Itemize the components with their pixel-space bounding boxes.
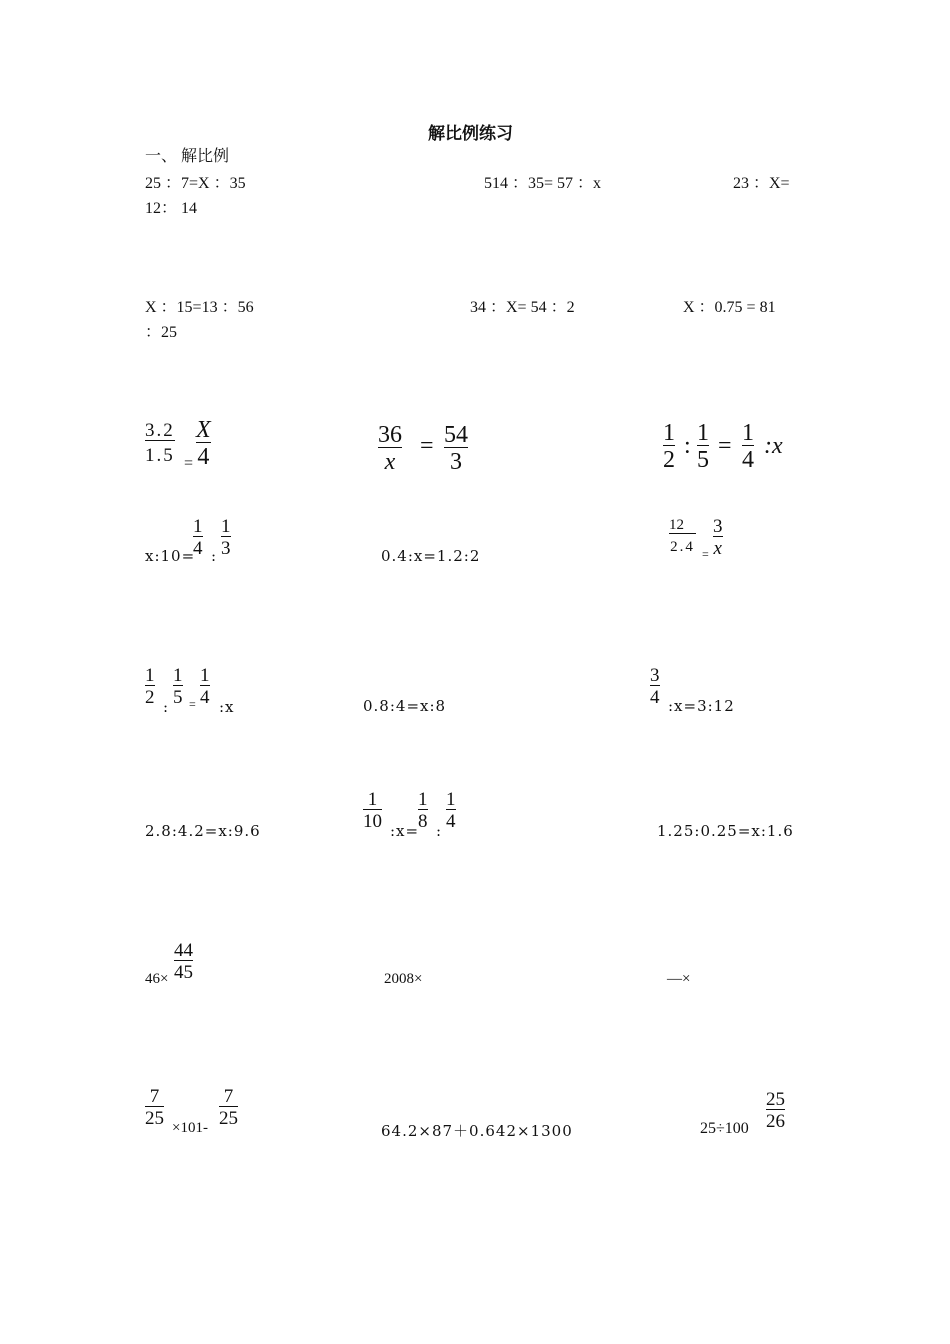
fraction: $\frac{3}{4}$: [650, 665, 660, 708]
fraction: $\frac{44}{45}$: [174, 940, 193, 983]
problem-2-2: 34 ：X= 54 ：2: [470, 299, 575, 316]
fraction: $\frac{25}{26}$: [766, 1089, 785, 1132]
problem-7-3: —×: [667, 971, 691, 987]
fraction: $\frac{1}{2}$: [145, 665, 155, 708]
fraction: $\frac{7}{25}$: [219, 1086, 238, 1129]
fraction: $\frac{7}{25}$: [145, 1086, 164, 1129]
problem-4-2: 0.4:x=1.2:2: [381, 547, 481, 565]
fraction: $\frac{1}{10}$: [363, 789, 382, 832]
fraction: $\frac{36}{x}$: [378, 422, 402, 475]
problem-2-1-wrap: ：25: [145, 324, 178, 341]
problem-2-3: X ：0.75 = 81: [683, 299, 776, 316]
problem-1-1: 25 ：7=X ：35: [145, 175, 246, 192]
page-title: 解比例练习: [428, 124, 513, 143]
problem-8-2: 64.2×87＋0.642×1300: [381, 1122, 573, 1140]
fraction: $\frac{1}{4}$: [193, 516, 203, 559]
fraction: $\frac{1}{5}$: [173, 665, 183, 708]
problem-1-1-wrap: 12： 14: [145, 200, 198, 217]
fraction: $\frac{1}{5}$: [697, 420, 709, 473]
problem-6-3: 1.25:0.25=x:1.6: [657, 822, 794, 840]
problem-7-2: 2008×: [384, 971, 423, 987]
fraction: $\frac{54}{3}$: [444, 422, 468, 475]
problem-6-1: 2.8:4.2=x:9.6: [145, 822, 261, 840]
problem-1-2: 514 ：35= 57 ：x: [484, 175, 602, 192]
problem-5-2: 0.8:4=x:8: [363, 697, 447, 715]
fraction: $\frac{3.2}{1.5}$: [145, 420, 175, 466]
fraction: $\frac{1}{2}$: [663, 420, 675, 473]
problem-1-3: 23 ：X=: [733, 175, 790, 192]
fraction: $\frac{1}{4}$: [742, 420, 754, 473]
fraction: $\frac{1}{4}$: [446, 789, 456, 832]
fraction: $\frac{X}{4}$: [196, 417, 211, 470]
section-heading: 一、 解比例: [145, 148, 230, 165]
fraction: $\frac{3}{x}$: [713, 516, 723, 559]
fraction: $\frac{1}{3}$: [221, 516, 231, 559]
fraction: $\frac{1}{4}$: [200, 665, 210, 708]
problem-2-1: X ：15=13 ：56: [145, 299, 254, 316]
fraction: $\frac{12}{2.4}$: [669, 517, 695, 555]
fraction: $\frac{1}{8}$: [418, 789, 428, 832]
